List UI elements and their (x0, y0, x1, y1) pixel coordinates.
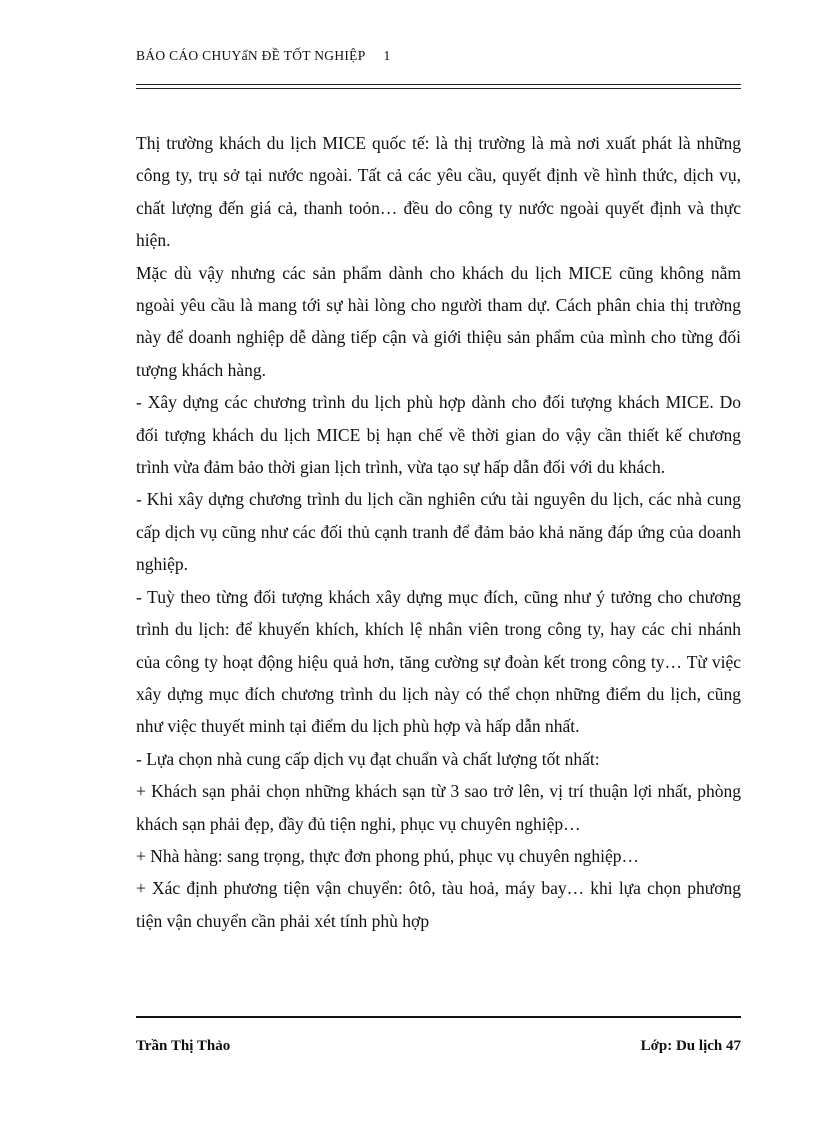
paragraph-program-purpose: - Tuỳ theo từng đối tượng khách xây dựng mục đích, cũng như ý tưởng cho chương trình du lịch: để khuyến khích, khích lệ nhân viên trong công ty, hay các chi nhánh của công ty hoạt động hiệu quả hơn, tăng cường sự đoàn kết trong công ty… Từ việc xây dựng mục đích chương trình du lịch này có thể chọn những điểm du lịch, cũng như việc thuyết minh tại điểm du lịch phù hợp và hấp dẫn nhất. (136, 586, 741, 737)
paragraph-satisfaction: Mặc dù vậy nhưng các sản phẩm dành cho khách du lịch MICE cũng không nằm ngoài yêu cầu là mang tới sự hài lòng cho người tham dự. Cách phân chia thị trường này để doanh nghiệp dễ dàng tiếp cận và giới thiệu sản phẩm của mình cho từng đối tượng khách hàng. (136, 262, 741, 380)
page-header (136, 48, 741, 70)
paragraph-select-suppliers: - Lựa chọn nhà cung cấp dịch vụ đạt chuẩn và chất lượng tốt nhất: (136, 748, 600, 769)
report-title: BÁO CÁO CHUYấN ĐỀ TỐT NGHIỆP (136, 48, 366, 63)
class-label: Lớp: Du lịch 47 (640, 1038, 741, 1054)
document-body (136, 127, 741, 937)
paragraph-restaurants: + Nhà hàng: sang trọng, thực đơn phong phú, phục vụ chuyên nghiệp… (136, 845, 639, 866)
paragraph-research-resources: - Khi xây dựng chương trình du lịch cần nghiên cứu tài nguyên du lịch, các nhà cung cấp dịch vụ cũng như các đối thủ cạnh tranh để đảm bảo khả năng đáp ứng của doanh nghiệp. (136, 489, 741, 575)
paragraph-transport: + Xác định phương tiện vận chuyển: ôtô, tàu hoả, máy bay… khi lựa chọn phương tiện vận chuyển cần phải xét tính phù hợp (136, 878, 741, 931)
paragraph-hotels: + Khách sạn phải chọn những khách sạn từ 3 sao trở lên, vị trí thuận lợi nhất, phòng khách sạn phải đẹp, đầy đủ tiện nghi, phục vụ chuyên nghiệp… (136, 781, 741, 834)
footer-rule (136, 1016, 741, 1018)
page-number: 1 (383, 48, 391, 63)
paragraph-build-programs: - Xây dựng các chương trình du lịch phù hợp dành cho đối tượng khách MICE. Do đối tượng khách du lịch MICE bị hạn chế về thời gian do vậy cần thiết kế chương trình vừa đảm bảo thời gian lịch trình, vừa tạo sự hấp dẫn đối với du khách. (136, 392, 741, 478)
header-double-rule (136, 84, 741, 89)
author-name: Trần Thị Thảo (136, 1038, 231, 1054)
paragraph-international-market: Thị trường khách du lịch MICE quốc tế: là thị trường là mà nơi xuất phát là những công ty, trụ sở tại nước ngoài. Tất cả các yêu cầu, quyết định về hình thức, dịch vụ, chất lượng đến giá cả, thanh toỏn… đều do công ty nước ngoài quyết định và thực hiện. (136, 133, 741, 251)
